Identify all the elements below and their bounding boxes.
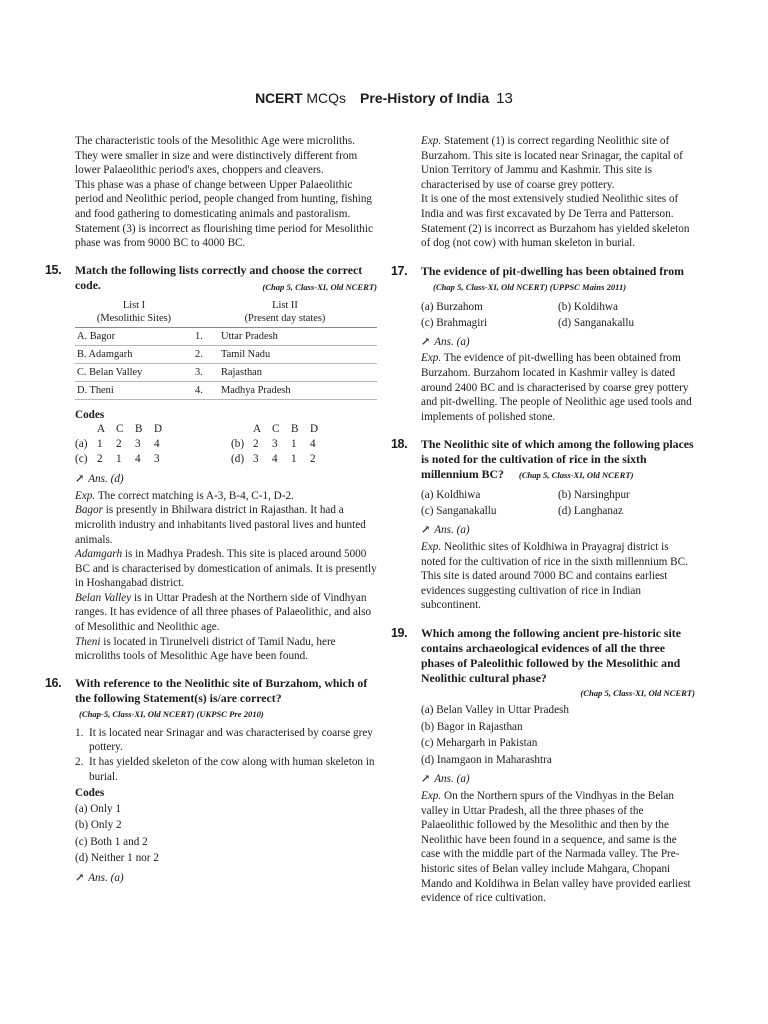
exp-text: Neolithic sites of Koldhiwa in Prayagraj district is noted for the cultivation of rice in the sixth millennium BC. This site is dated around 7000 BC and contains earliest evidences suggesting cultivation of rice in Indian subcontinent. <box>421 540 688 612</box>
code-option: (b) <box>231 437 245 450</box>
options-grid <box>421 487 695 519</box>
question-17 <box>391 263 695 425</box>
question-15 <box>45 262 377 664</box>
option: (d) Inamgaon in Maharashtra <box>421 753 552 766</box>
option: (c) Sanganakallu <box>421 505 497 518</box>
site-name: Theni <box>75 635 101 648</box>
answer-line <box>75 472 377 487</box>
question-text-body: The Neolithic site of which among the following places is noted for the cultivation of rice in the sixth millennium BC? <box>421 437 694 482</box>
explanation <box>421 789 695 906</box>
code-option: (c) <box>75 452 88 465</box>
code-header: B <box>291 423 299 436</box>
code-value: 3 <box>154 452 160 465</box>
code-value: 4 <box>310 437 316 450</box>
question-text-body: Which among the following ancient pre-historic site contains archaeological evidences of all the three phases of Paleolithic followed by the Mesolithic and Neolithic cultural phase? <box>421 625 681 685</box>
code-header: A <box>97 423 106 436</box>
code-header: D <box>154 423 163 436</box>
exp-text: The correct matching is A-3, B-4, C-1, D-2. <box>97 489 294 502</box>
match-table <box>75 299 377 400</box>
question-source: (Chap-5, Class-XI, Old NCERT) (UKPSC Pre 2010) <box>79 708 264 719</box>
code-value: 3 <box>253 452 259 465</box>
question-19 <box>391 625 695 906</box>
list1-cell: A. Bagor <box>75 327 193 345</box>
question-text <box>75 263 377 293</box>
code-value: 2 <box>116 437 122 450</box>
option: (c) Brahmagiri <box>421 316 488 329</box>
options-grid <box>421 299 695 331</box>
code-value: 1 <box>116 452 122 465</box>
option: (d) Neither 1 nor 2 <box>75 852 159 865</box>
list2-subheading: (Present day states) <box>244 312 326 324</box>
statement-number: 1. <box>75 726 84 739</box>
option: (d) Sanganakallu <box>558 316 635 329</box>
code-value: 1 <box>291 452 297 465</box>
question-number: 19. <box>391 625 408 640</box>
question-text <box>395 264 695 295</box>
question-text <box>395 437 695 483</box>
list1-subheading: (Mesolithic Sites) <box>96 312 172 324</box>
table-row <box>75 363 377 381</box>
code-value: 2 <box>310 452 316 465</box>
intro-paragraph: The characteristic tools of the Mesolithic Age were microliths. They were smaller in size and were distinctively different from lower Palaeolithic period's axes, choppers and cleavers. <box>75 135 358 177</box>
explanation-paragraph: Statement (2) is incorrect as Burzahom has yielded skeleton of dog (not cow) with human skeleton in burial. <box>421 222 690 250</box>
answer-arrow-icon: ↗ <box>75 871 85 884</box>
exp-label: Exp. <box>421 135 442 147</box>
statement-text: It has yielded skeleton of the cow along with human skeleton in burial. <box>89 756 375 783</box>
statement <box>75 726 377 755</box>
site-text: is located in Tirunelveli district of Tamil Nadu, here microliths tools of Mesolithic Age have been found. <box>75 635 336 663</box>
code-option: (a) <box>75 437 88 450</box>
code-header: A <box>253 423 262 436</box>
exp-text: Statement (1) is correct regarding Neolithic site of Burzahom. This site is located near Srinagar, the capital of Union Territory of Jammu and Kashmir. This site is characterised by use of coarse grey pottery. <box>421 135 683 191</box>
exp-label: Exp. <box>421 540 442 553</box>
answer-arrow-icon: ↗ <box>421 335 431 348</box>
list2-cell: Uttar Pradesh <box>219 327 377 345</box>
page-header <box>0 90 768 108</box>
table-row <box>75 327 377 345</box>
code-header: C <box>116 423 124 436</box>
question-text-body: With reference to the Neolithic site of Burzahom, which of the following Statement(s) is/are correct? <box>75 675 368 705</box>
list1-cell: B. Adamgarh <box>75 345 193 363</box>
question-number: 18. <box>391 437 408 452</box>
question-16 <box>45 675 377 886</box>
code-row <box>231 452 377 467</box>
page-number: 13 <box>496 90 513 107</box>
list2-cell: Madhya Pradesh <box>219 381 377 399</box>
site-name: Adamgarh <box>75 548 123 561</box>
statement <box>75 755 377 784</box>
question-source: (Chap 5, Class-XI, Old NCERT) <box>580 687 695 698</box>
question-text-body: The evidence of pit-dwelling has been obtained from <box>421 263 684 278</box>
site-name: Bagor <box>75 504 103 517</box>
option: (a) Burzahom <box>421 300 483 313</box>
code-header: B <box>135 423 143 436</box>
list1-cell: C. Belan Valley <box>75 363 193 381</box>
question-text-body: Match the following lists correctly and choose the correct code. <box>75 262 363 292</box>
option: (c) Mehargarh in Pakistan <box>421 737 538 750</box>
explanation-belan <box>75 591 377 635</box>
option: (a) Koldhiwa <box>421 489 481 502</box>
code-value: 1 <box>291 437 297 450</box>
codes-header-row <box>75 422 221 437</box>
answer-arrow-icon: ↗ <box>421 773 431 786</box>
list1-heading: List I <box>122 299 146 311</box>
options-list <box>75 801 377 867</box>
option: (b) Narsinghpur <box>558 489 630 502</box>
explanation <box>421 134 695 192</box>
code-value: 4 <box>272 452 278 465</box>
code-header: D <box>310 423 319 436</box>
site-text: is in Uttar Pradesh at the Northern side of Vindhyan ranges. It has evidence of all three phases of Palaeolithic, and also of Mesolithic and Neolithic age. <box>75 591 372 634</box>
code-option: (d) <box>231 452 245 465</box>
explanation-adamgarh <box>75 547 377 591</box>
option: (b) Only 2 <box>75 819 122 832</box>
table-row <box>75 381 377 399</box>
question-text <box>75 676 377 722</box>
explanation <box>421 351 695 424</box>
intro-paragraph: This phase was a phase of change between Upper Palaeolithic period and Neolithic period, people changed from hunting, fishing and food gathering to domesticating animals and pastoralism. <box>75 178 373 220</box>
list2-number: 1. <box>193 327 219 345</box>
code-row <box>75 437 221 452</box>
options-list <box>421 702 695 768</box>
table-row <box>75 345 377 363</box>
list2-cell: Rajasthan <box>219 363 377 381</box>
list2-number: 3. <box>193 363 219 381</box>
brand-label: NCERT <box>255 90 303 106</box>
question-number: 15. <box>45 262 62 277</box>
q16-explanation <box>395 134 695 251</box>
explanation-theni <box>75 635 377 664</box>
code-value: 4 <box>135 452 141 465</box>
answer-text: Ans. (a) <box>434 773 470 786</box>
left-column <box>45 134 377 885</box>
list2-heading: List II <box>272 299 298 311</box>
site-name: Belan Valley <box>75 591 132 604</box>
list2-number: 2. <box>193 345 219 363</box>
list1-cell: D. Theni <box>75 381 193 399</box>
option: (a) Belan Valley in Uttar Pradesh <box>421 704 569 717</box>
code-value: 4 <box>154 437 160 450</box>
answer-line <box>75 871 377 886</box>
answer-arrow-icon: ↗ <box>421 524 431 537</box>
code-row <box>75 452 221 467</box>
code-value: 2 <box>253 437 259 450</box>
question-source: (Chap 5, Class-XI, Old NCERT) (UPPSC Mains 2011) <box>433 281 627 292</box>
option: (b) Koldihwa <box>558 300 618 313</box>
mcqs-label: MCQs <box>306 90 347 106</box>
answer-text: Ans. (a) <box>434 524 470 537</box>
code-value: 3 <box>135 437 141 450</box>
answer-text: Ans. (a) <box>88 871 124 884</box>
explanation-bagor <box>75 503 377 547</box>
answer-text: Ans. (d) <box>88 473 124 486</box>
list2-cell: Tamil Nadu <box>219 345 377 363</box>
question-number: 17. <box>391 263 408 278</box>
option: (b) Bagor in Rajasthan <box>421 720 523 733</box>
exp-label: Exp. <box>421 790 442 803</box>
explanation <box>75 489 377 504</box>
exp-label: Exp. <box>421 352 442 365</box>
answer-line <box>421 523 695 538</box>
statement-number: 2. <box>75 756 84 769</box>
question-text <box>395 626 695 686</box>
option: (d) Langhanaz <box>558 505 623 518</box>
question-18 <box>391 437 695 613</box>
exp-text: On the Northern spurs of the Vindhyas in the Belan valley in Uttar Pradesh, all the three phases of the Palaeolithic followed by the Mesolithic and then by the Neolithic have been found in a sequence, and same is the case with the middle part of the Narmada valley. The Pre-historic sites of Belan valley include Mahgara, Chopani Mando and Koldihwa in Belan valley have provided earliest evidence of rice cultivation. <box>421 790 691 905</box>
answer-line <box>421 335 695 350</box>
explanation-paragraph: It is one of the most extensively studied Neolithic sites of India and was first excavated by De Terra and Patterson. <box>421 193 679 220</box>
codes-label: Codes <box>75 408 105 421</box>
statement-text: It is located near Srinagar and was characterised by coarse grey pottery. <box>89 726 373 754</box>
option: (a) Only 1 <box>75 802 121 815</box>
chapter-title: Pre-History of India <box>360 90 490 106</box>
exp-text: The evidence of pit-dwelling has been obtained from Burzahom. Burzahom located in Kashmir valley is dated around 2400 BC and is characterised by coarse grey pottery and pit-dwelling. The people of Neolithic age used tools and implements of polished stone. <box>421 352 692 423</box>
answer-line <box>421 772 695 787</box>
code-value: 3 <box>272 437 278 450</box>
question-source: (Chap 5, Class-XI, Old NCERT) <box>262 281 377 292</box>
site-text: is presently in Bhilwara district in Rajasthan. It had a microlith industry and inhabitants lived pastoral lives and hunted animals. <box>75 504 366 546</box>
question-source: (Chap 5, Class-XI, Old NCERT) <box>518 470 634 481</box>
list2-number: 4. <box>193 381 219 399</box>
code-row <box>231 437 377 452</box>
right-column <box>391 134 695 906</box>
codes-header-row <box>231 422 377 437</box>
question-number: 16. <box>45 675 62 690</box>
option: (c) Both 1 and 2 <box>75 835 148 848</box>
answer-arrow-icon: ↗ <box>75 473 85 486</box>
code-value: 1 <box>97 437 103 450</box>
codes-label: Codes <box>75 787 105 800</box>
explanation <box>421 540 695 613</box>
code-header: C <box>272 423 280 436</box>
codes-grid <box>75 422 377 466</box>
code-value: 2 <box>97 452 103 465</box>
answer-text: Ans. (a) <box>434 335 470 348</box>
site-text: is in Madhya Pradesh. This site is placed around 5000 BC and is characterised by domestication of animals. It is presently in Hoshangabad district. <box>75 548 377 590</box>
exp-label: Exp. <box>75 489 96 502</box>
intro-paragraph: Statement (3) is incorrect as flourishing time period for Mesolithic phase was from 9000 BC to 4000 BC. <box>75 222 373 250</box>
